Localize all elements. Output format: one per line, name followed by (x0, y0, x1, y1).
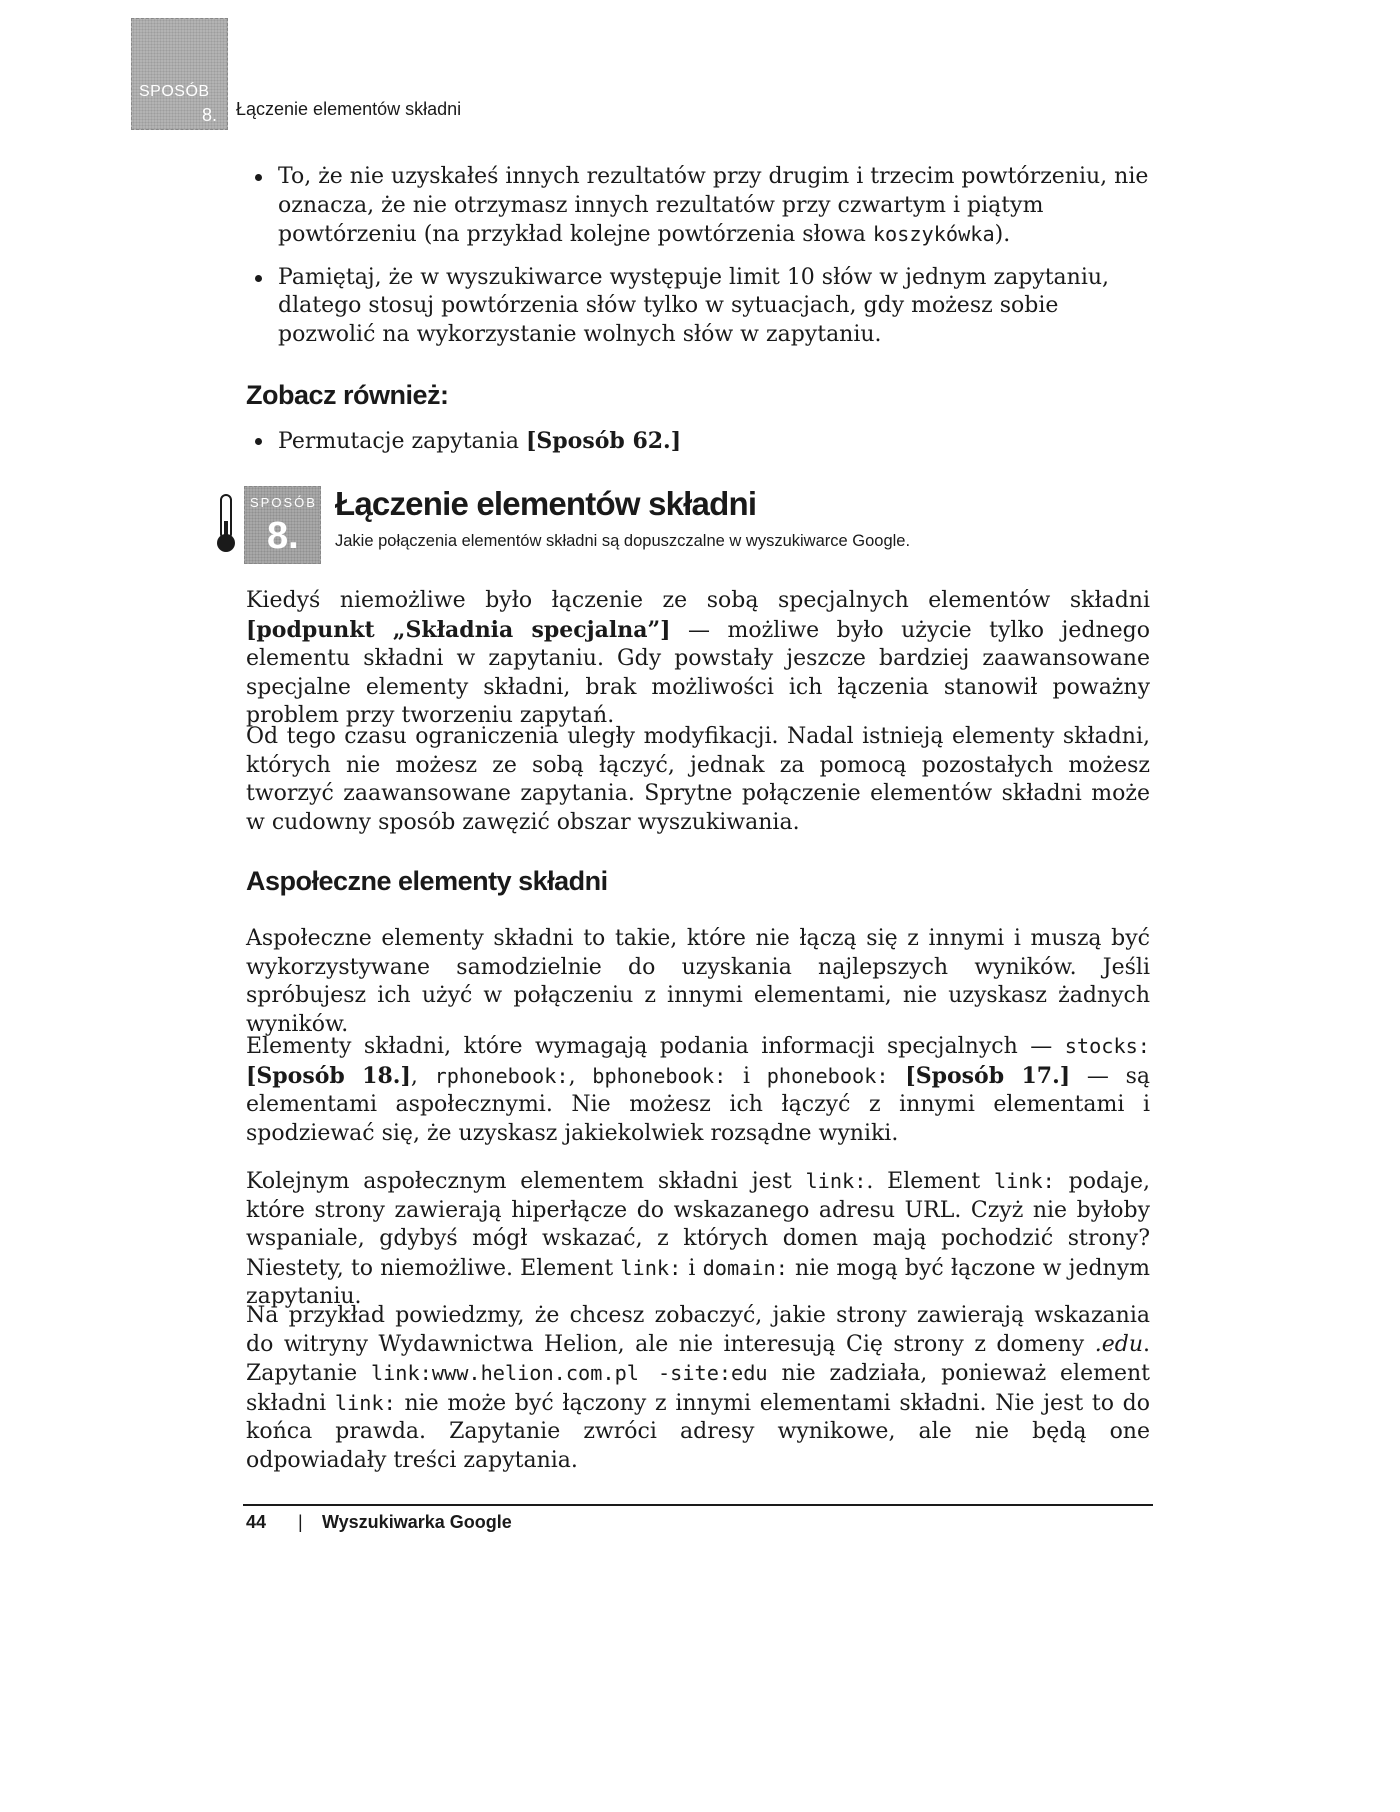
inline-code: link: (334, 1390, 396, 1415)
hack-badge-number: 8. (267, 515, 299, 557)
inline-code: link: (805, 1169, 867, 1193)
text-run: Kiedyś niemożliwe było łączenie ze sobą specjalnych elementów składni (246, 588, 1150, 613)
text-run: nie może być łączony z innymi elementami składni. Nie jest to do końca prawda. Zapytanie zwróci adresy wynikowe, ale nie będą one odpowiadały treści zapytania. (246, 1390, 1150, 1473)
text-run: , (410, 1063, 435, 1089)
hack-badge-word: SPOSÓB (250, 495, 317, 510)
bullet-text: Pamiętaj, że w wyszukiwarce występuje limit 10 słów w jednym zapytaniu, dlatego stosuj powtórzenia słów tylko w sytuacjach, gdy możesz sobie pozwolić na wykorzystanie wolnych słów w zapytaniu. (278, 264, 1110, 347)
text-run: . Zapytanie (246, 1331, 1150, 1386)
cross-reference: [Sposób 18.] (246, 1062, 411, 1089)
text-run: Na przykład powiedzmy, że chcesz zobaczyć, jakie strony zawierają wskazania do witryny Wydawnictwa Helion, ale nie interesują Cię strony z domeny (246, 1303, 1150, 1357)
text-run: , (568, 1063, 593, 1089)
header-tab-number: 8. (201, 105, 217, 125)
text-run: . Element (866, 1169, 994, 1194)
see-also-text: Permutacje zapytania (278, 429, 526, 454)
text-run: Elementy składni, które wymagają podania informacji specjalnych — (246, 1034, 1065, 1059)
text-run: — możliwe było użycie tylko jednego elementu składni w zapytaniu. Gdy powstały jeszcze bardziej zaawansowane specjalne elementy składni, brak możliwości ich łączenia stanowił poważny problem przy tworzeniu zapytań. (246, 617, 1150, 728)
inline-code: bphonebook: (592, 1063, 727, 1088)
section-heading: Aspołeczne elementy składni (246, 866, 608, 896)
text-run: Kolejnym aspołecznym elementem składni jest (246, 1169, 806, 1194)
italic-domain: .edu (1094, 1331, 1143, 1357)
inline-code: link: (993, 1169, 1055, 1193)
paragraph-4 (246, 1032, 1150, 1148)
paragraph-2: Od tego czasu ograniczenia uległy modyfikacji. Nadal istnieją elementy składni, których nie możesz ze sobą łączyć, jednak za pomocą pozostałych możesz tworzyć zaawansowane zapytania. Sprytne połączenie elementów składni może w cudowny sposób zawęzić obszar wyszukiwania. (246, 724, 1150, 835)
inline-code: phonebook: (766, 1063, 889, 1088)
list-item (246, 163, 1150, 250)
bullet-text: To, że nie uzyskałeś innych rezultatów przy drugim i trzecim powtórzeniu, nie oznacza, że nie otrzymasz innych rezultatów przy czwartym i piątym powtórzeniu (na przykład kolejne powtórzenia słowa (278, 164, 1149, 247)
paragraph-3: Aspołeczne elementy składni to takie, które nie łączą się z innymi i muszą być wykorzystywane samodzielnie do uzyskania najlepszych wyników. Jeśli spróbujesz ich użyć w połączeniu z innymi elementami, nie uzyskasz żadnych wyników. (246, 926, 1150, 1037)
page-number: 44 (246, 1512, 267, 1532)
paragraph-5 (246, 1167, 1150, 1312)
cross-reference: [Sposób 17.] (905, 1062, 1071, 1089)
header-tab (131, 18, 228, 130)
inline-code: link:www.helion.com.pl -site:edu (370, 1361, 768, 1385)
text-run: nie mogą być łączone w jednym zapytaniu. (246, 1255, 1150, 1309)
see-also-list (246, 427, 1150, 457)
footer-rule (243, 1504, 1153, 1506)
inline-code: link: (620, 1255, 682, 1280)
text-run: podaje, które strony zawierają hiperłącze do wskazanego adresu URL. Czyż nie byłoby wspaniale, gdybyś mógł wskazać, z których domen mają pochodzić strony? Niestety, to niemożliwe. Element (246, 1169, 1150, 1281)
list-item (246, 427, 1150, 457)
see-also-heading: Zobacz również: (246, 380, 449, 410)
intro-bullet-list (246, 163, 1150, 349)
inline-code: rphonebook: (434, 1063, 569, 1088)
hack-badge (244, 486, 321, 564)
paragraph-6 (246, 1302, 1150, 1475)
hack-subtitle: Jakie połączenia elementów składni są dopuszczalne w wyszukiwarce Google. (335, 532, 911, 550)
thermometer-icon (213, 493, 239, 555)
inline-code: stocks: (1064, 1034, 1150, 1058)
footer-separator: | (298, 1512, 303, 1532)
list-item (246, 264, 1150, 350)
paragraph-1 (246, 587, 1150, 731)
header-tab-word: SPOSÓB (139, 83, 210, 100)
text-run: i (726, 1063, 767, 1089)
hack-title: Łączenie elementów składni (335, 485, 757, 522)
book-title: Wyszukiwarka Google (322, 1512, 512, 1532)
cross-reference: [Sposób 62.] (525, 428, 682, 454)
inline-code: domain: (702, 1255, 788, 1280)
running-header-title: Łączenie elementów składni (236, 99, 462, 119)
text-run: i (681, 1255, 703, 1281)
inline-code: koszykówka (872, 222, 995, 246)
cross-reference: [podpunkt „Składnia specjalna”] (246, 616, 671, 643)
text-run: — są elementami aspołecznymi. Nie możesz ich łączyć z innymi elementami i spodziewać się, że uzyskasz jakiekolwiek rozsądne wyniki. (246, 1063, 1150, 1146)
text-run: nie zadziała, ponieważ element składni (246, 1361, 1151, 1416)
bullet-text-end: ). (994, 222, 1011, 247)
